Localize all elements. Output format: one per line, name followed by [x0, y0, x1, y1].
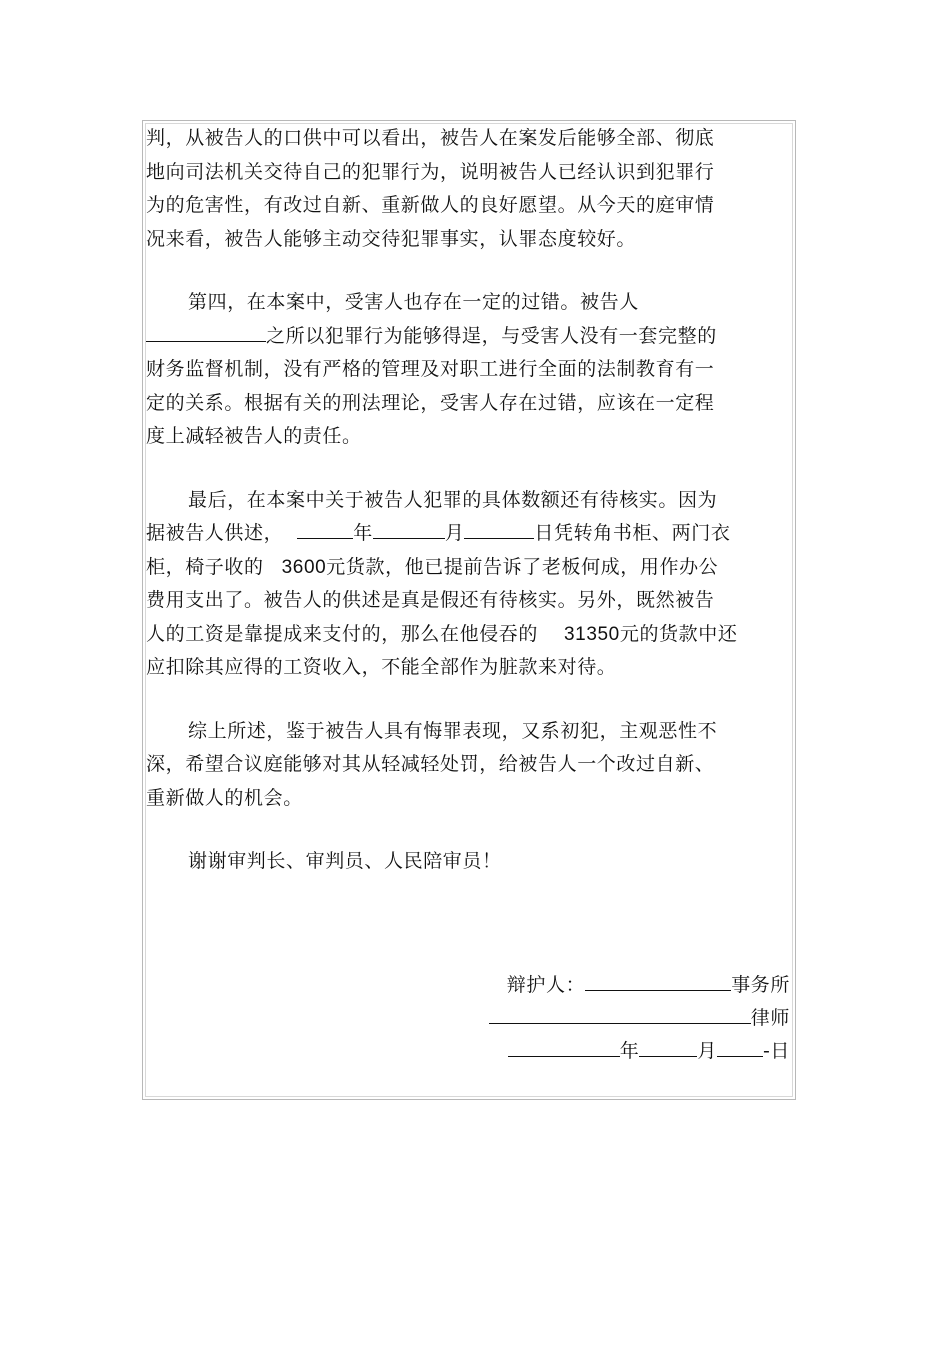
text-line: 为的危害性，有改过自新、重新做人的良好愿望。从今天的庭审情 [146, 194, 715, 216]
paragraph-confession [146, 122, 794, 256]
text-line: 地向司法机关交待自己的犯罪行为，说明被告人已经认识到犯罪行 [146, 160, 715, 183]
text-line: 度上减轻被告人的责任。 [146, 425, 362, 447]
text-line: 应扣除其应得的工资收入，不能全部作为脏款来对待。 [146, 656, 617, 678]
text-line: 深，希望合议庭能够对其从轻减轻处罚，给被告人一个改过自新、 [146, 753, 715, 775]
law-firm-blank[interactable] [585, 970, 731, 991]
sign-year-blank[interactable] [508, 1036, 620, 1057]
paragraph-conclusion [146, 715, 794, 816]
text-fragment: 柜，椅子收的 [146, 555, 264, 578]
firm-suffix: 事务所 [731, 974, 790, 996]
text-line [146, 551, 794, 585]
year-blank[interactable] [297, 518, 353, 539]
closing-thanks: 谢谢审判长、审判员、人民陪审员！ [188, 850, 502, 872]
text-line [146, 320, 794, 354]
text-line: 判，从被告人的口供中可以看出，被告人在案发后能够全部、彻底 [146, 127, 715, 149]
year-label: 年 [353, 522, 373, 544]
text-fragment: 人的工资是靠提成来支付的，那么在他侵吞的 [146, 622, 539, 645]
document-body [146, 122, 794, 879]
text-fragment: 之所以犯罪行为能够得逞，与受害人没有一套完整的 [266, 324, 717, 347]
text-fragment: 日凭转角书柜、两门衣 [534, 522, 731, 544]
paragraph-victim-fault [146, 286, 794, 454]
month-blank[interactable] [373, 518, 445, 539]
signature-defender-line [507, 970, 790, 1000]
day-blank[interactable] [464, 518, 534, 539]
text-line [146, 517, 794, 551]
sign-month-label: 月 [697, 1040, 717, 1062]
text-line: 最后，在本案中关于被告人犯罪的具体数额还有待核实。因为 [188, 488, 718, 511]
text-line: 费用支出了。被告人的供述是真是假还有待核实。另外，既然被告 [146, 589, 715, 611]
sign-year-label: 年 [619, 1040, 640, 1062]
text-fragment: 元的货款中还 [619, 622, 738, 645]
text-line: 定的关系。根据有关的刑法理论，受害人存在过错，应该在一定程 [146, 391, 715, 414]
text-line [146, 618, 794, 652]
lawyer-name-blank[interactable] [489, 1003, 751, 1024]
lawyer-suffix: 律师 [750, 1007, 790, 1029]
paragraph-amount-verification [146, 484, 794, 685]
signature-lawyer-line [489, 1003, 790, 1033]
signature-date-line [508, 1036, 790, 1066]
amount-value: 3600 [281, 556, 327, 578]
text-fragment: 元货款，他已提前告诉了老板何成，用作办公 [326, 555, 719, 578]
text-line: 第四，在本案中，受害人也存在一定的过错。被告人 [188, 291, 639, 313]
month-label: 月 [444, 522, 465, 544]
text-line: 财务监督机制，没有严格的管理及对职工进行全面的法制教育有一 [146, 358, 715, 380]
defendant-name-blank[interactable] [146, 321, 266, 342]
text-line: 重新做人的机会。 [146, 786, 303, 809]
sign-month-blank[interactable] [639, 1036, 697, 1057]
sign-day-label: -日 [762, 1040, 790, 1062]
defender-label: 辩护人： [506, 974, 586, 996]
sign-day-blank[interactable] [717, 1036, 763, 1057]
text-line: 综上所述，鉴于被告人具有悔罪表现，又系初犯，主观恶性不 [188, 719, 718, 742]
text-fragment: 据被告人供述， [146, 522, 284, 544]
amount-value: 31350 [564, 623, 620, 645]
text-line: 况来看，被告人能够主动交待犯罪事实，认罪态度较好。 [146, 227, 637, 250]
